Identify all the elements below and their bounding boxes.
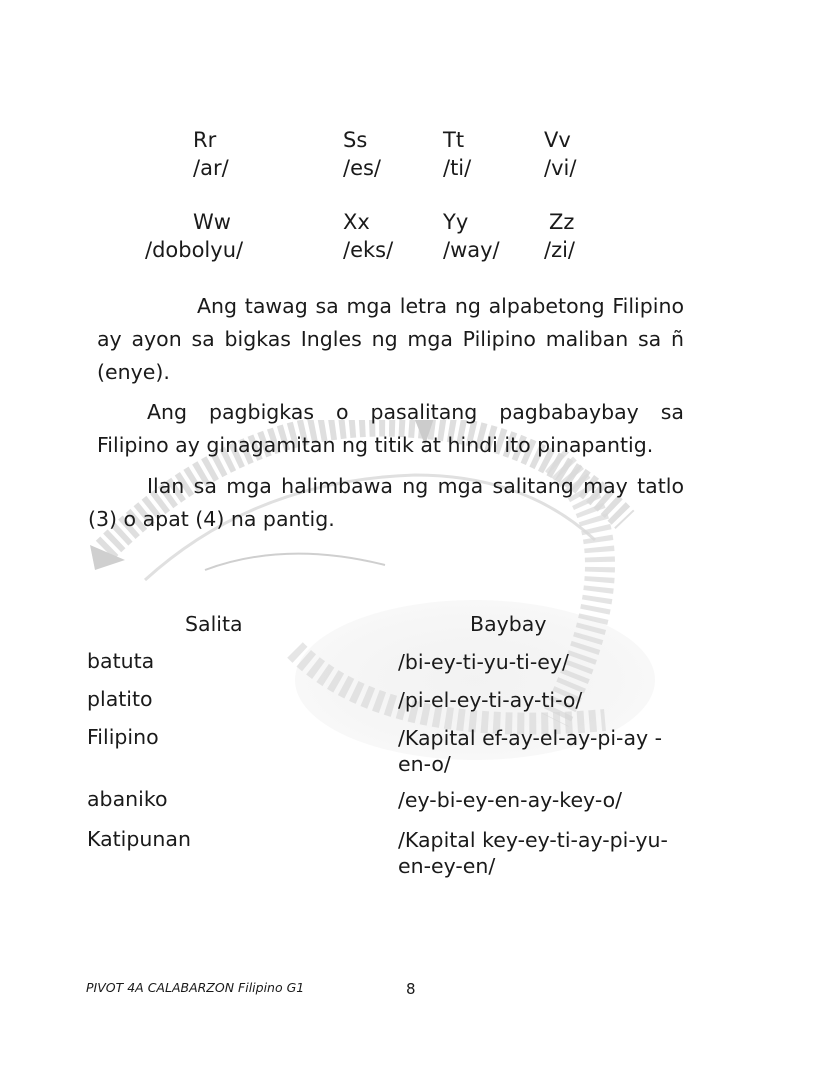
column-header-word: Salita	[185, 612, 243, 636]
table-spelling: /Kapital key-ey-ti-ay-pi-yu-en-ey-en/	[398, 828, 668, 878]
alphabet-sound: /eks/	[343, 238, 394, 262]
paragraph-spelling-rule: Ang pagbigkas o pasalitang pagbabaybay sa Filipino ay ginagamitan ng titik at hindi ito pinapantig.	[97, 400, 684, 457]
table-spelling: /Kapital ef-ay-el-ay-pi-ay -en-o/	[398, 726, 663, 776]
alphabet-letter: Tt	[443, 128, 465, 152]
footer-source: PIVOT 4A CALABARZON Filipino G1	[86, 980, 305, 995]
alphabet-letter: Yy	[443, 210, 469, 234]
alphabet-sound: /way/	[443, 238, 500, 262]
table-spelling: /ey-bi-ey-en-ay-key-o/	[398, 788, 623, 812]
table-word: Katipunan	[87, 827, 191, 851]
table-spelling: /pi-el-ey-ti-ay-ti-o/	[398, 688, 583, 712]
alphabet-letter: Ss	[343, 128, 368, 152]
alphabet-letter: Vv	[544, 128, 571, 152]
table-word: platito	[87, 687, 153, 711]
alphabet-letter: Zz	[549, 210, 575, 234]
alphabet-sound: /dobolyu/	[145, 238, 244, 262]
alphabet-letter: Ww	[193, 210, 231, 234]
alphabet-sound: /zi/	[544, 238, 576, 262]
alphabet-sound: /ti/	[443, 156, 472, 180]
alphabet-letter: Rr	[193, 128, 217, 152]
table-word: abaniko	[87, 787, 168, 811]
paragraph-alphabet-naming: Ang tawag sa mga letra ng alpabetong Filipino ay ayon sa bigkas Ingles ng mga Pilipino maliban sa ñ (enye).	[97, 294, 684, 384]
paragraph-examples-intro: Ilan sa mga halimbawa ng mga salitang may tatlo (3) o apat (4) na pantig.	[88, 474, 684, 531]
table-spelling: /bi-ey-ti-yu-ti-ey/	[398, 650, 569, 674]
page-number: 8	[406, 980, 416, 998]
table-word: batuta	[87, 649, 155, 673]
alphabet-sound: /vi/	[544, 156, 577, 180]
column-header-spelling: Baybay	[470, 612, 547, 636]
alphabet-sound: /es/	[343, 156, 382, 180]
alphabet-sound: /ar/	[193, 156, 229, 180]
table-word: Filipino	[87, 725, 159, 749]
alphabet-letter: Xx	[343, 210, 370, 234]
